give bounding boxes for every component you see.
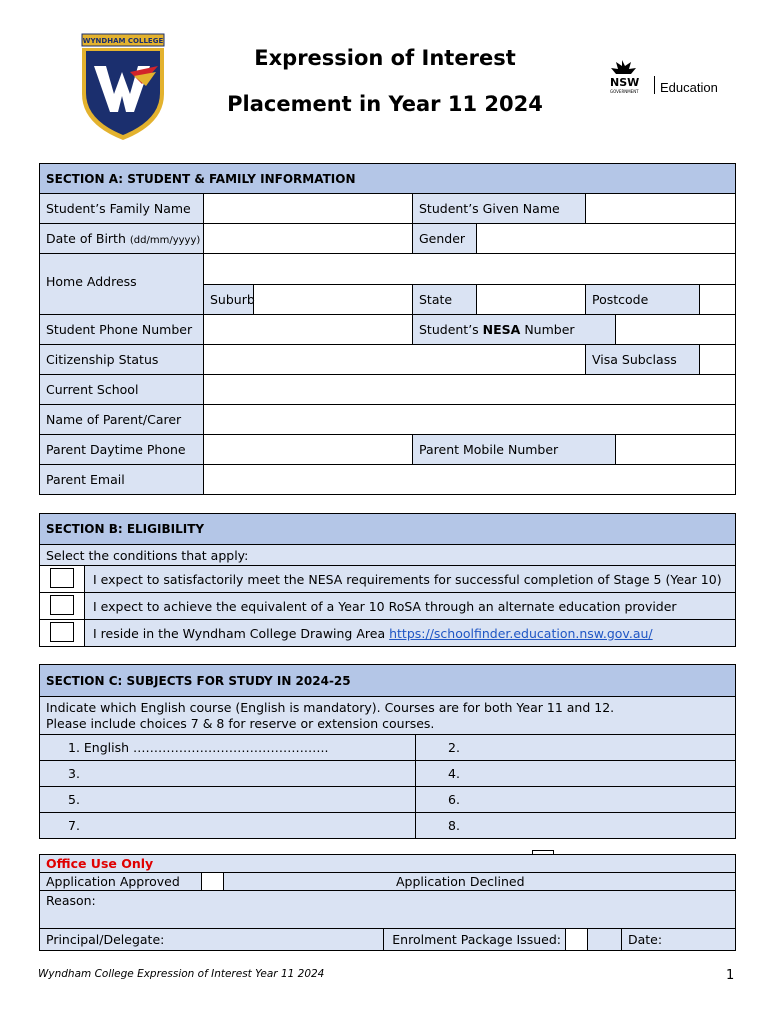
condition-2-checkbox[interactable] [50,595,74,615]
given-name-field[interactable] [586,194,736,224]
principal-delegate-field[interactable]: Principal/Delegate: [40,929,384,951]
suburb-field[interactable] [254,285,413,315]
application-declined-label: Application Declined [224,873,736,891]
current-school-field[interactable] [204,375,736,405]
section-a-heading: SECTION A: STUDENT & FAMILY INFORMATION [40,164,736,194]
nesa-number-field[interactable] [616,315,736,345]
page-number: 1 [726,968,735,983]
subject-6-field[interactable]: 6. [416,787,736,813]
office-use-title: Office Use Only [40,855,736,873]
subject-1-field[interactable]: 1. English ……………………………………….. [40,735,416,761]
application-approved-checkbox[interactable] [202,873,224,891]
enrolment-package-checkbox[interactable] [566,929,588,951]
nesa-number-label [413,315,616,345]
condition-3-label: I reside in the Wyndham College Drawing Area [93,625,390,641]
dob-field[interactable] [204,224,413,254]
parent-daytime-phone-label: Parent Daytime Phone [40,435,204,465]
subject-8-field[interactable]: 8. [416,813,736,839]
student-phone-label: Student Phone Number [40,315,204,345]
date-field[interactable]: Date: [622,929,736,951]
wyndham-college-crest-logo [80,32,166,142]
subject-5-field[interactable]: 5. [40,787,416,813]
condition-1-checkbox[interactable] [50,568,74,588]
home-address-field[interactable] [204,254,736,285]
visa-subclass-label: Visa Subclass [586,345,700,375]
suburb-label: Suburb [204,285,254,315]
citizenship-field[interactable] [204,345,586,375]
section-b-table [39,513,736,647]
section-c-instruction-line2: Please include choices 7 & 8 for reserve or extension courses. [46,715,435,731]
state-label: State [413,285,477,315]
section-a-table [39,163,736,495]
parent-email-field[interactable] [204,465,736,495]
student-phone-field[interactable] [204,315,413,345]
nesa-suffix: Number [520,322,575,337]
condition-3-checkbox[interactable] [50,622,74,642]
home-address-label: Home Address [40,254,204,315]
svg-text:WYNDHAM COLLEGE: WYNDHAM COLLEGE [82,37,164,45]
subject-3-field[interactable]: 3. [40,761,416,787]
condition-3-text [85,620,736,647]
parent-daytime-phone-field[interactable] [204,435,413,465]
schoolfinder-link[interactable]: https://schoolfinder.education.nsw.gov.au/ [389,625,653,641]
family-name-label: Student’s Family Name [40,194,204,224]
nesa-prefix: Student’s [419,322,483,337]
parent-email-label: Parent Email [40,465,204,495]
enrolment-package-label: Enrolment Package Issued: [384,929,566,951]
condition-2-cell [40,593,85,620]
parent-mobile-field[interactable] [616,435,736,465]
dob-format-hint: (dd/mm/yyyy) [129,235,201,246]
family-name-field[interactable] [204,194,413,224]
dob-label [40,224,204,254]
parent-mobile-label: Parent Mobile Number [413,435,616,465]
government-wordmark: GOVERNMENT [610,89,639,94]
office-use-table [39,854,736,951]
section-c-instruction [40,697,736,735]
condition-1-text: I expect to satisfactorily meet the NESA requirements for successful completion of Stage 5 (Year 10) [85,566,736,593]
current-school-label: Current School [40,375,204,405]
parent-name-label: Name of Parent/Carer [40,405,204,435]
section-c-heading: SECTION C: SUBJECTS FOR STUDY IN 2024-25 [40,665,736,697]
form-subtitle: Placement in Year 11 2024 [227,92,543,116]
citizenship-label: Citizenship Status [40,345,204,375]
subject-7-field[interactable]: 7. [40,813,416,839]
gender-field[interactable] [477,224,736,254]
dob-label-text: Date of Birth [46,231,126,246]
postcode-field[interactable] [700,285,736,315]
section-c-instruction-line1: Indicate which English course (English is mandatory). Courses are for both Year 11 and 12. [46,699,615,715]
section-c-table [39,664,736,839]
condition-3-cell [40,620,85,647]
application-approved-label: Application Approved [40,873,202,891]
gender-label: Gender [413,224,477,254]
subject-4-field[interactable]: 4. [416,761,736,787]
postcode-label: Postcode [586,285,700,315]
section-b-instruction: Select the conditions that apply: [40,545,736,566]
footer-text: Wyndham College Expression of Interest Year 11 2024 [38,968,325,980]
condition-1-cell [40,566,85,593]
enrolment-gap [588,929,622,951]
nesa-bold: NESA [482,322,521,337]
nsw-wordmark: NSW [610,76,640,89]
state-field[interactable] [477,285,586,315]
given-name-label: Student’s Given Name [413,194,586,224]
section-b-heading: SECTION B: ELIGIBILITY [40,514,736,545]
form-title: Expression of Interest [254,46,516,70]
visa-subclass-field[interactable] [700,345,736,375]
condition-2-text: I expect to achieve the equivalent of a Year 10 RoSA through an alternate education provider [85,593,736,620]
reason-field[interactable]: Reason: [40,891,736,929]
parent-name-field[interactable] [204,405,736,435]
education-wordmark: Education [660,80,718,95]
subject-2-field[interactable]: 2. [416,735,736,761]
